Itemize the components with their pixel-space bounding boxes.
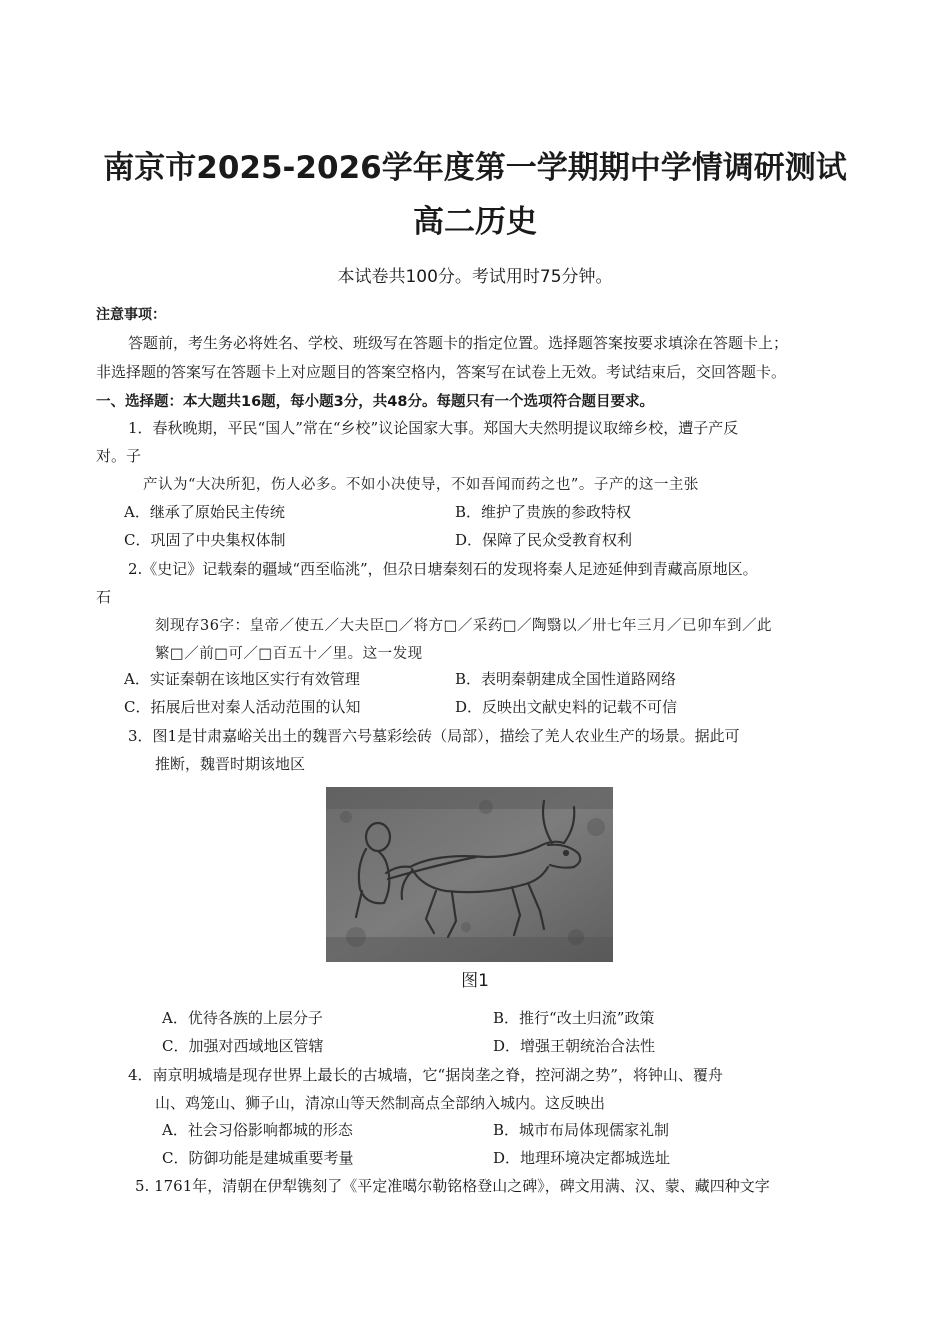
section-heading: 一、选择题：本大题共16题，每小题3分，共48分。每题只有一个选项符合题目要求。 [96, 394, 654, 410]
q4-option-d: D．地理环境决定都城选址 [493, 1149, 671, 1167]
score-info: 本试卷共100分。考试用时75分钟。 [337, 267, 613, 287]
notice-line-2: 非选择题的答案写在答题卡上对应题目的答案空格内，答案写在试卷上无效。考试结束后，交回答题卡。 [96, 363, 787, 381]
q2-option-d: D．反映出文献史料的记载不可信 [455, 698, 678, 716]
q4-option-a: A．社会习俗影响都城的形态 [162, 1121, 353, 1139]
notice-line-1: 答题前，考生务必将姓名、学校、班级写在答题卡的指定位置。选择题答案按要求填涂在答题卡上； [128, 334, 789, 352]
q3-option-c: C．加强对西域地区管辖 [162, 1037, 324, 1055]
q1-option-d: D．保障了民众受教育权利 [455, 531, 633, 549]
q4-option-b: B．城市布局体现儒家礼制 [493, 1121, 670, 1139]
q1-stem-line-1: 1．春秋晚期，平民“国人”常在“乡校”议论国家大事。郑国大夫然明提议取缔乡校，遭子产反 [128, 419, 739, 437]
q2-stem-line-4: 繁□／前□可／□百五十／里。这一发现 [155, 646, 423, 662]
q1-stem-line-2: 对。子 [96, 447, 142, 465]
q2-stem-line-1: 2.《史记》记载秦的疆域“西至临洮”，但尕日塘秦刻石的发现将秦人足迹延伸到青藏高原地区。 [128, 560, 758, 578]
q5-stem-line-1: 5. 1761年，清朝在伊犁镌刻了《平定准噶尔勒铭格登山之碑》，碑文用满、汉、蒙、藏四种文字 [135, 1177, 770, 1195]
q2-option-c: C．拓展后世对秦人活动范围的认知 [124, 698, 361, 716]
q1-stem-line-3: 产认为“大决所犯，伤人必多。不如小决使导，不如吾闻而药之也”。子产的这一主张 [143, 477, 699, 493]
q3-option-d: D．增强王朝统治合法性 [493, 1037, 656, 1055]
q2-option-a: A．实证秦朝在该地区实行有效管理 [124, 670, 360, 688]
q1-option-c: C．巩固了中央集权体制 [124, 531, 286, 549]
figure-caption: 图1 [461, 971, 489, 991]
q3-stem-line-2: 推断，魏晋时期该地区 [155, 755, 306, 773]
tomb-brick-painting-image [326, 787, 613, 962]
exam-title: 南京市2025-2026学年度第一学期期中学情调研测试 [103, 150, 847, 186]
q3-option-b: B．推行“改土归流”政策 [493, 1009, 655, 1027]
q1-option-a: A．继承了原始民主传统 [124, 503, 285, 521]
exam-subject: 高二历史 [413, 204, 537, 240]
notice-heading: 注意事项： [96, 307, 166, 323]
q2-stem-line-3: 刻现存36字：皇帝／使五／大夫臣□／将方□／采药□／陶翳以／卅七年三月／已卯车到／此 [155, 618, 773, 634]
q1-option-b: B．维护了贵族的参政特权 [455, 503, 632, 521]
q3-option-a: A．优待各族的上层分子 [162, 1009, 323, 1027]
q3-stem-line-1: 3．图1是甘肃嘉峪关出土的魏晋六号墓彩绘砖（局部），描绘了羌人农业生产的场景。据此可 [128, 727, 740, 745]
q2-stem-line-2: 石 [96, 588, 112, 606]
q4-option-c: C．防御功能是建城重要考量 [162, 1149, 354, 1167]
q2-option-b: B．表明秦朝建成全国性道路网络 [455, 670, 677, 688]
q4-stem-line-2: 山、鸡笼山、狮子山，清凉山等天然制高点全部纳入城内。这反映出 [155, 1094, 606, 1112]
q4-stem-line-1: 4．南京明城墙是现存世界上最长的古城墙，它“据岗垄之脊，控河湖之势”，将钟山、覆舟 [128, 1066, 723, 1084]
